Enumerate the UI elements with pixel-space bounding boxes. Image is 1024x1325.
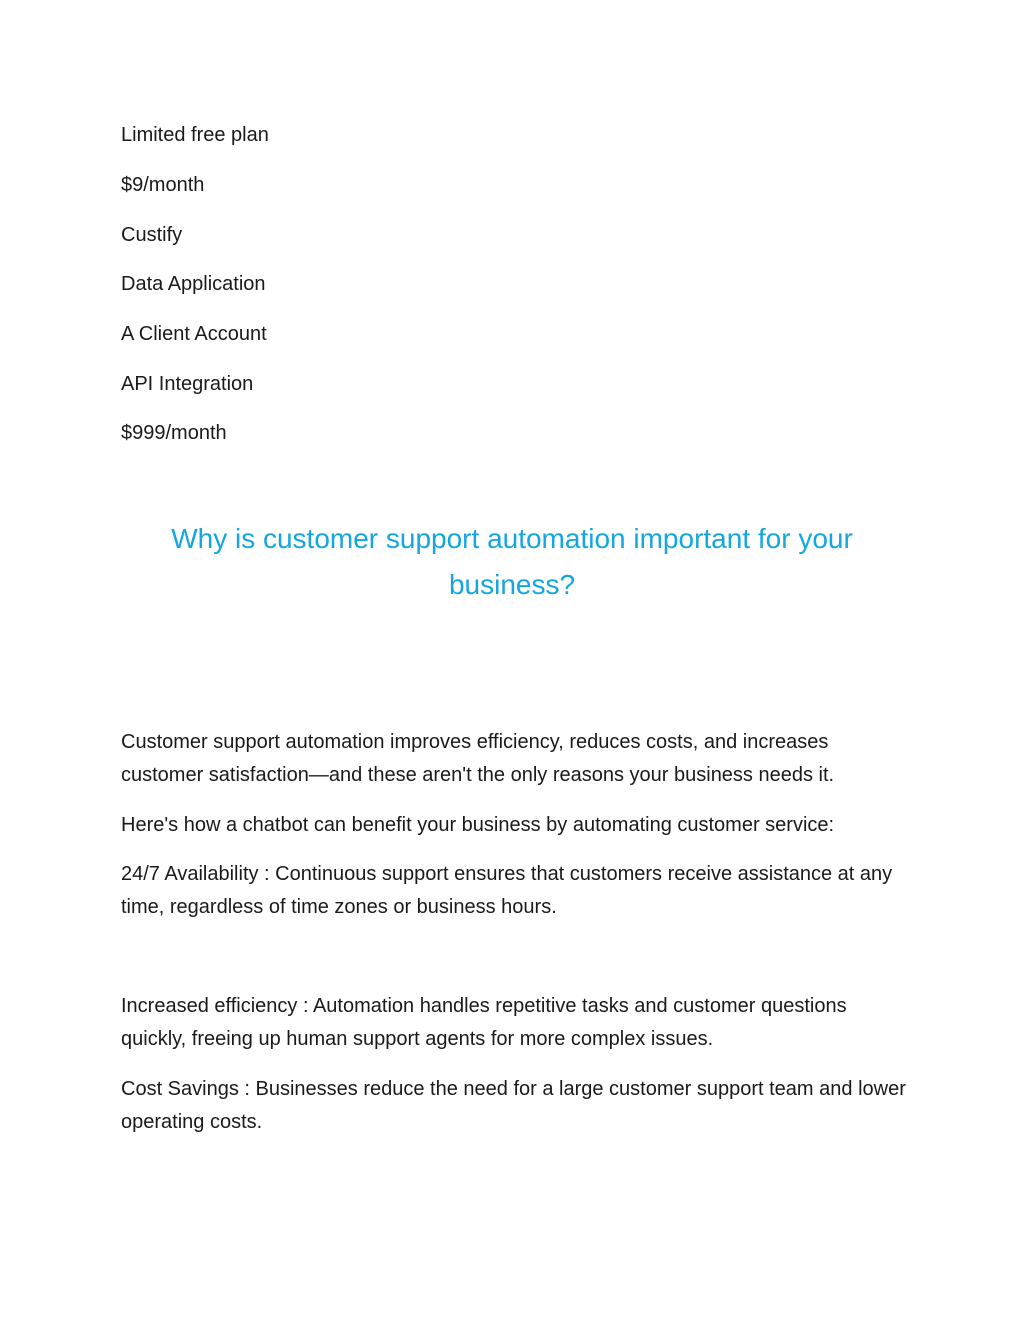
benefit-availability: 24/7 Availability : Continuous support ensures that customers receive assistance at any time, regardless of time zones or business hours. bbox=[121, 863, 893, 918]
plan-item-vendor: Custify bbox=[121, 224, 183, 246]
section-heading: Why is customer support automation important for your business? bbox=[171, 523, 853, 600]
benefit-efficiency: Increased efficiency : Automation handles repetitive tasks and customer questions quickly, freeing up human support agents for more complex issues. bbox=[121, 995, 847, 1050]
benefit-cost-savings: Cost Savings : Businesses reduce the need for a large customer support team and lower operating costs. bbox=[121, 1078, 906, 1133]
plan-item-api-integration: API Integration bbox=[121, 373, 254, 395]
plan-item-client-account: A Client Account bbox=[121, 323, 267, 345]
intro-paragraph: Customer support automation improves efficiency, reduces costs, and increases customer satisfaction—and these aren't the only reasons your business needs it. bbox=[121, 731, 835, 786]
plan-item-free: Limited free plan bbox=[121, 124, 269, 146]
plan-item-price-premium: $999/month bbox=[121, 422, 227, 444]
plan-item-price-basic: $9/month bbox=[121, 174, 205, 196]
plan-item-data-application: Data Application bbox=[121, 273, 266, 295]
chatbot-benefits-lead: Here's how a chatbot can benefit your business by automating customer service: bbox=[121, 814, 835, 836]
